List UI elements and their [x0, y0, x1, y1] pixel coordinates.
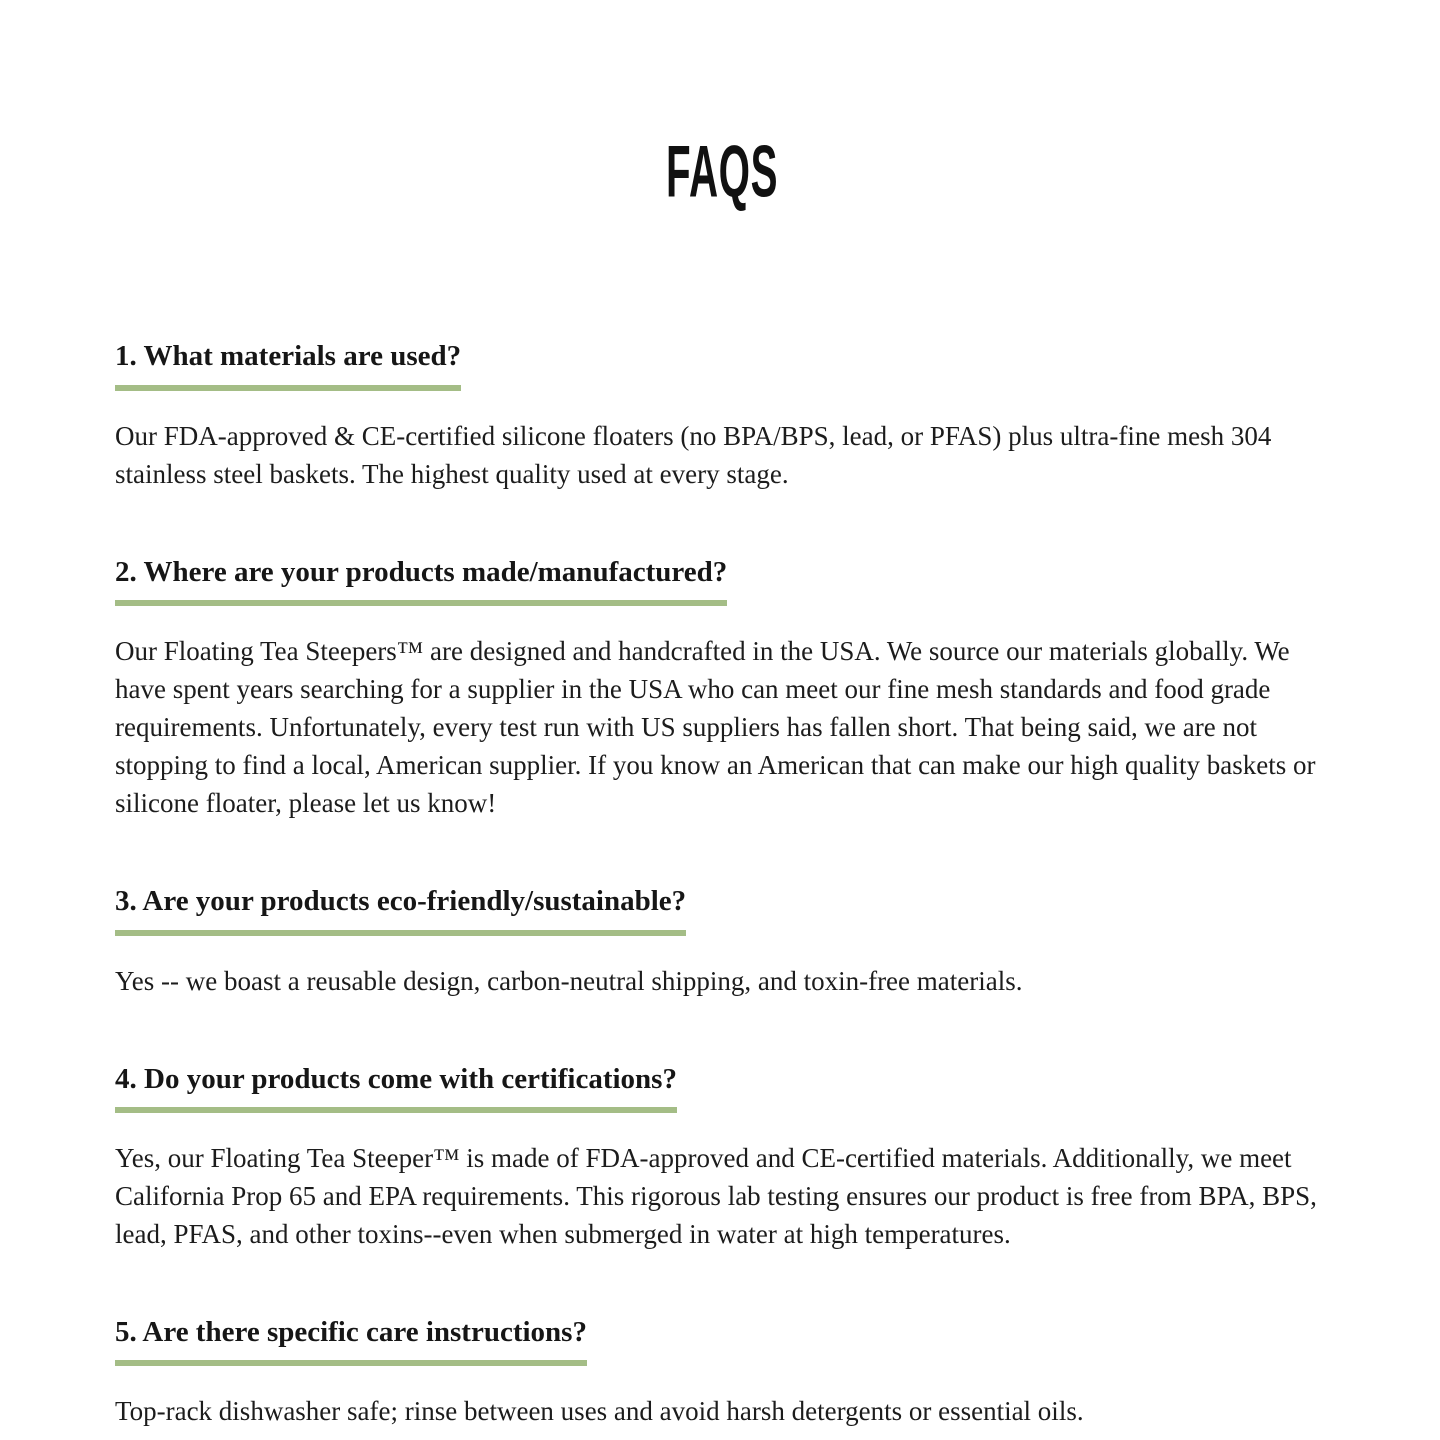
faq-item	[115, 1316, 1330, 1430]
faq-answer: Yes, our Floating Tea Steeper™ is made of FDA-approved and CE-certified materials. Additionally, we meet California Prop 65 and EPA requirements. This rigorous lab testing ensures our product is free from BPA, BPS, lead, PFAS, and other toxins--even when submerged in water at high temperatures.	[115, 1142, 1317, 1249]
faq-question: 1. What materials are used?	[115, 340, 461, 390]
faq-item	[115, 885, 1330, 999]
faq-answer: Our FDA-approved & CE-certified silicone floaters (no BPA/BPS, lead, or PFAS) plus ultra-fine mesh 304 stainless steel baskets. The highest quality used at every stage.	[115, 420, 1272, 489]
faq-question: 2. Where are your products made/manufactured?	[115, 556, 727, 606]
faq-answer: Yes -- we boast a reusable design, carbon-neutral shipping, and toxin-free materials.	[115, 965, 1023, 996]
faq-item	[115, 340, 1330, 492]
faq-item	[115, 556, 1330, 822]
faq-question: 3. Are your products eco-friendly/sustainable?	[115, 885, 686, 935]
faq-question: 5. Are there specific care instructions?	[115, 1316, 587, 1366]
page-title-wrap	[115, 88, 1330, 256]
faq-answer: Top-rack dishwasher safe; rinse between uses and avoid harsh detergents or essential oils.	[115, 1396, 1084, 1427]
faq-question: 4. Do your products come with certifications?	[115, 1063, 677, 1113]
faq-answer: Our Floating Tea Steepers™ are designed and handcrafted in the USA. We source our materials globally. We have spent years searching for a supplier in the USA who can meet our fine mesh standards and food grade requirements. Unfortunately, every test run with US suppliers has fallen short. That being said, we are not stopping to find a local, American supplier. If you know an American that can make our high quality baskets or silicone floater, please let us know!	[115, 636, 1316, 819]
page-title: FAQS	[666, 131, 779, 214]
faq-item	[115, 1063, 1330, 1253]
faq-list	[115, 340, 1330, 1430]
